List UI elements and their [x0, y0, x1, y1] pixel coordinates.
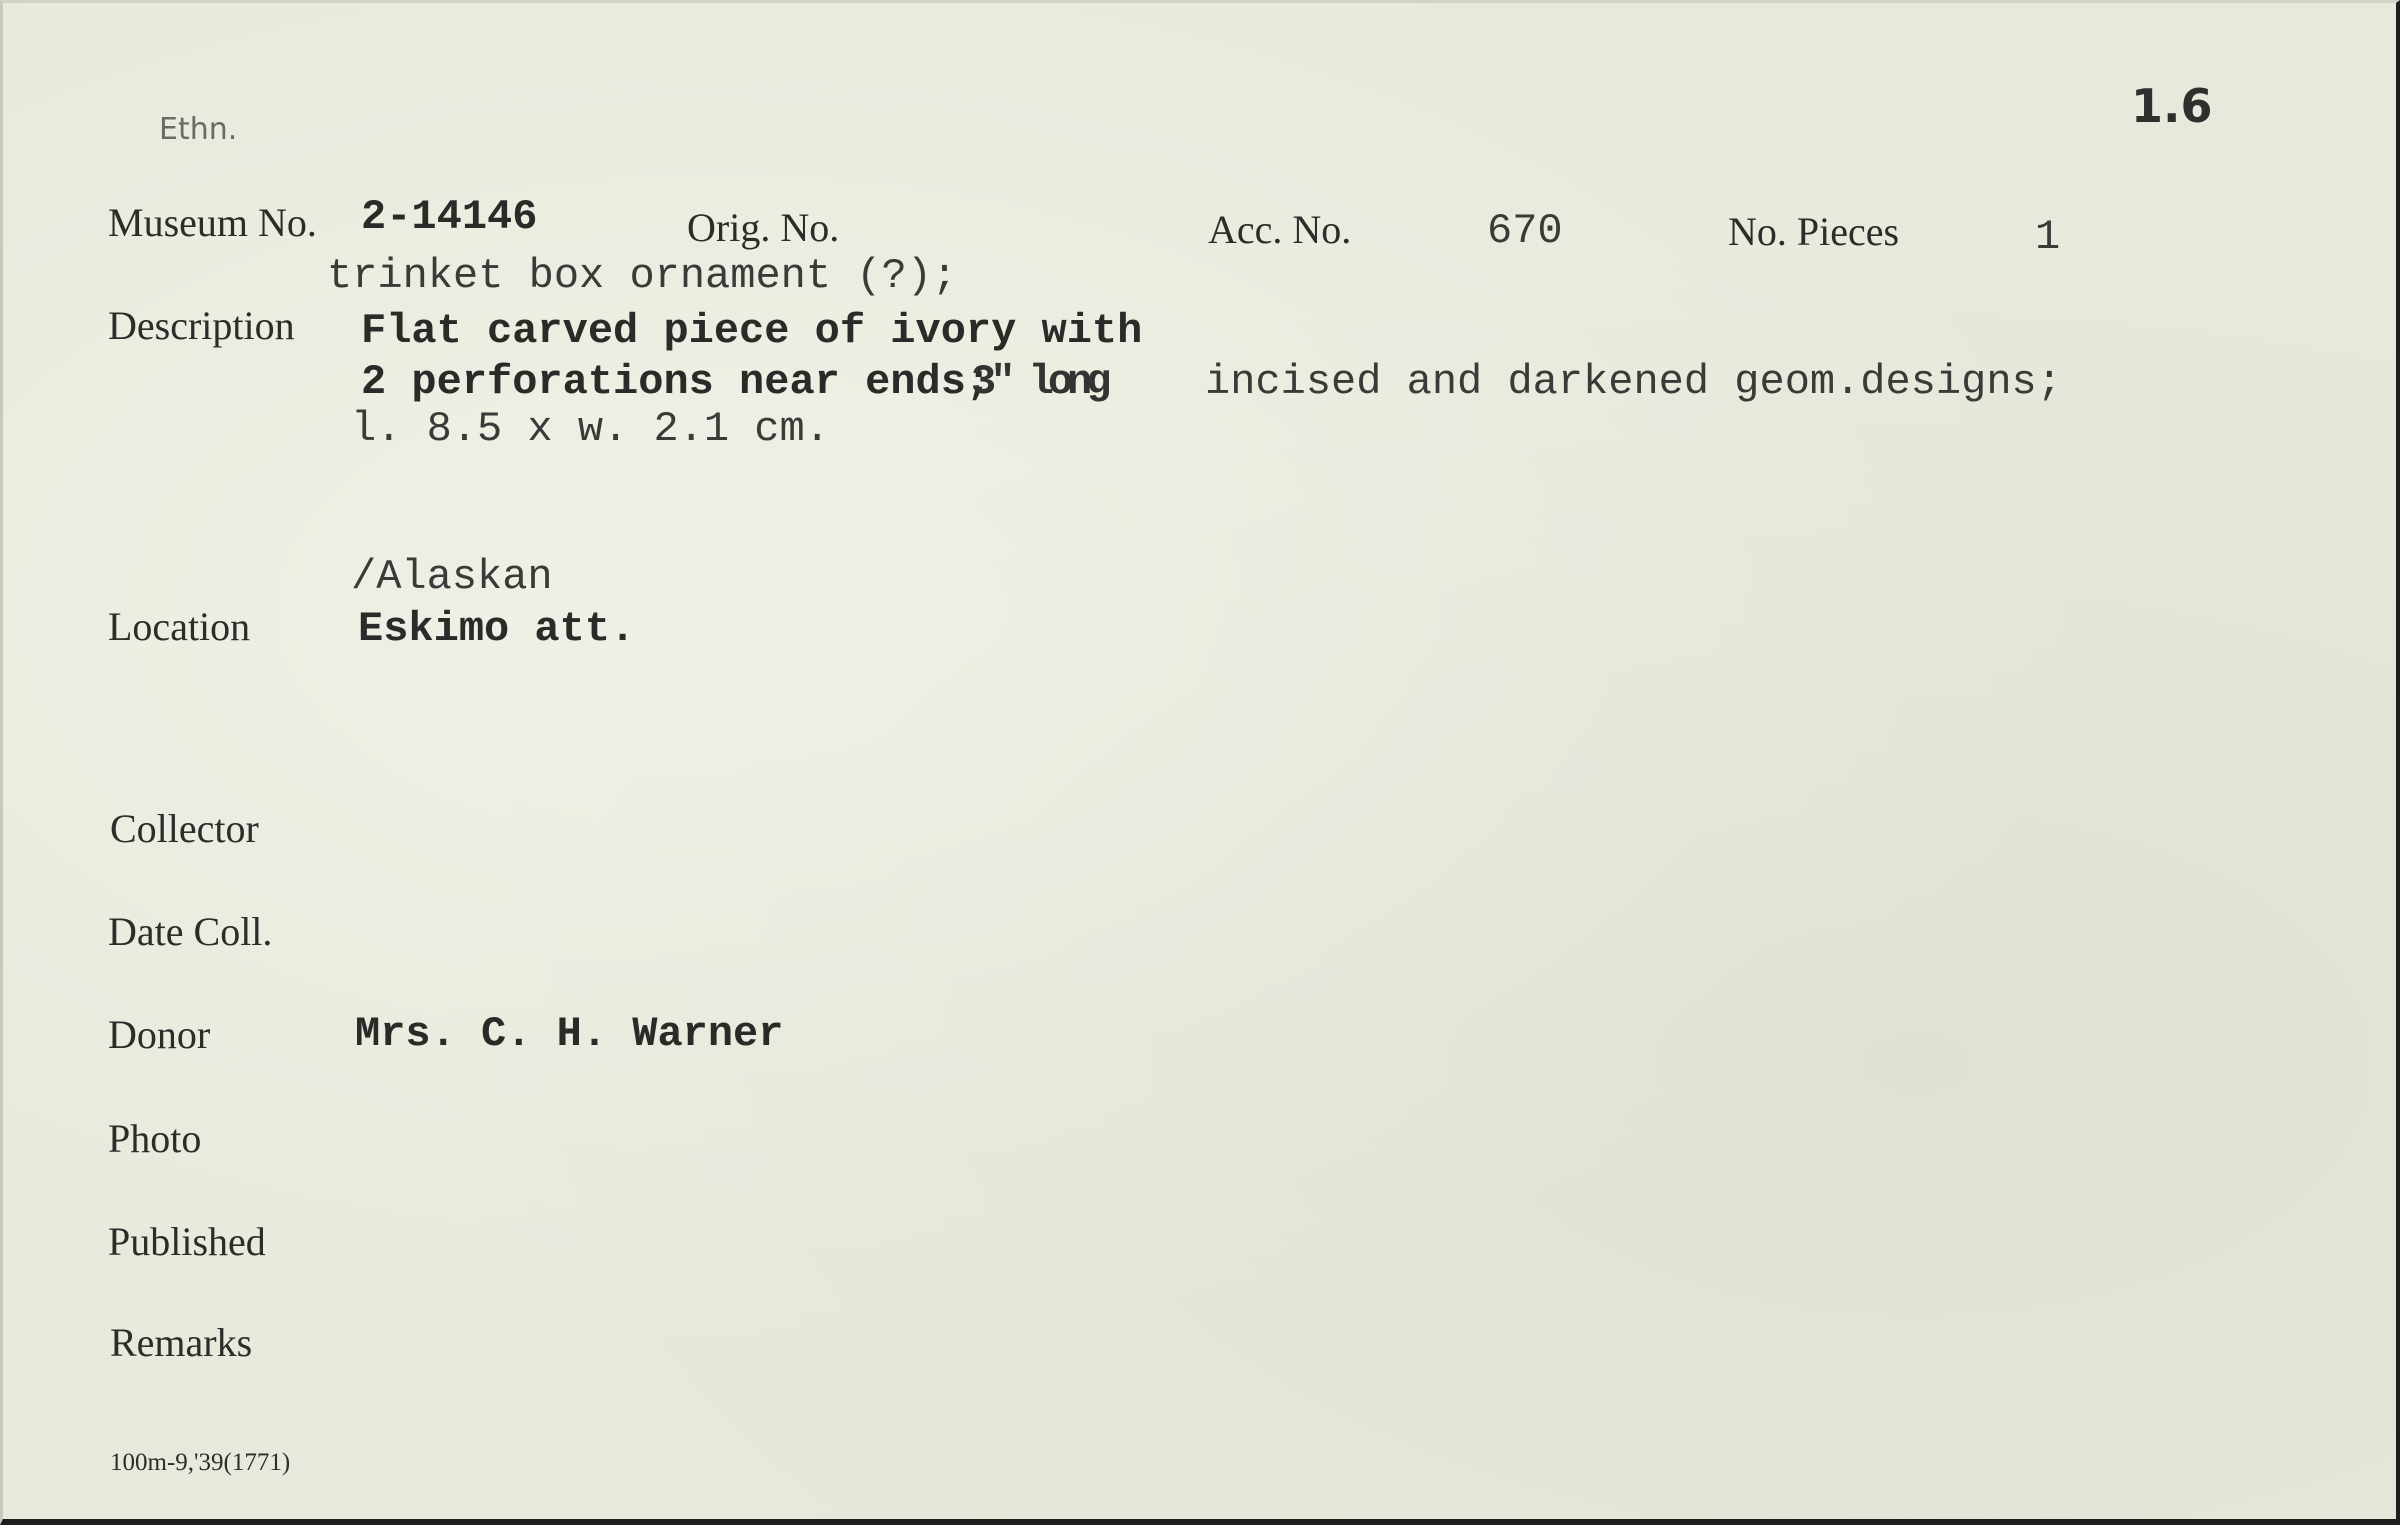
form-code: 100m-9,'39(1771) [110, 1449, 291, 1476]
location-line-1: Eskimo att. [358, 605, 636, 653]
orig-no-label: Orig. No. [687, 205, 840, 250]
card-number: 1.6 [2131, 79, 2213, 133]
no-pieces-value: 1 [2035, 213, 2061, 261]
remarks-label: Remarks [110, 1320, 253, 1365]
photo-label: Photo [108, 1116, 202, 1161]
date-coll-label: Date Coll. [108, 909, 273, 954]
description-label: Description [108, 303, 295, 348]
donor-value: Mrs. C. H. Warner [355, 1010, 784, 1058]
description-line-0: trinket box ornament (?); [327, 252, 958, 300]
collector-label: Collector [110, 806, 259, 851]
museum-no-label: Museum No. [108, 200, 317, 245]
no-pieces-label: No. Pieces [1728, 209, 1900, 254]
donor-label: Donor [108, 1012, 211, 1057]
published-label: Published [108, 1219, 266, 1264]
museum-no-value: 2-14146 [361, 193, 538, 241]
acc-no-value: 670 [1487, 207, 1563, 255]
description-line-1: Flat carved piece of ivory with [361, 307, 1143, 355]
corner-note: Ethn. [159, 112, 238, 147]
acc-no-label: Acc. No. [1208, 207, 1352, 252]
description-line-2-a: 2 perforations near ends; [361, 358, 992, 406]
location-line-0: /Alaskan [351, 553, 553, 601]
description-line-2-struck: 3" long [971, 358, 1106, 406]
location-label: Location [108, 604, 251, 649]
description-line-2-b: incised and darkened geom.designs; [1205, 358, 2062, 406]
description-line-3: l. 8.5 x w. 2.1 cm. [351, 405, 830, 453]
